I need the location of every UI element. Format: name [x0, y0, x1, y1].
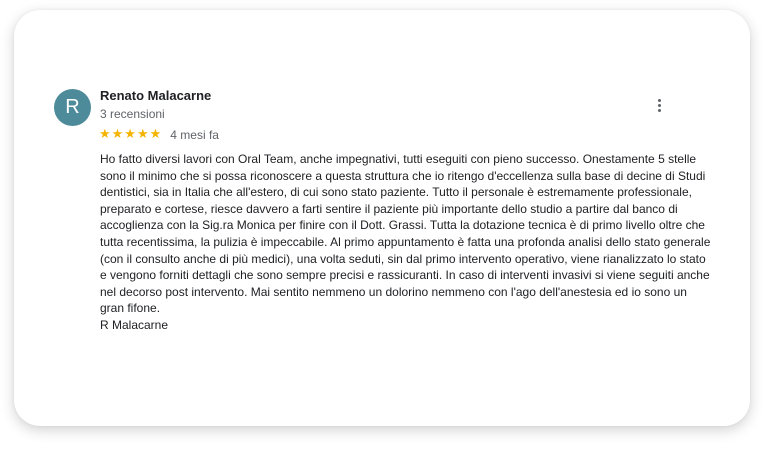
author-name[interactable]: Renato Malacarne [100, 88, 212, 103]
review-count[interactable]: 3 recensioni [100, 107, 165, 121]
rating-row [99, 127, 219, 142]
menu-dot [658, 99, 661, 102]
menu-dot [658, 109, 661, 112]
avatar[interactable]: R [54, 89, 91, 126]
menu-dot [658, 104, 661, 107]
review-card [14, 10, 750, 426]
review-text: Ho fatto diversi lavori con Oral Team, anche impegnativi, tutti eseguiti con pieno successo. Onestamente 5 stelle sono il minimo che si possa riconoscere a questa struttura che io ritengo d'eccellenza sulla base di decine di Studi dentistici, sia in Italia che all'estero, di cui sono stato paziente. Tutto il personale è estremamente professionale, preparato e cortese, riesce davvero a farti sentire il paziente più importante dello studio a partire dal banco di accoglienza con la Sig.ra Monica per finire con il Dott. Grassi. Tutta la dotazione tecnica è di primo livello oltre che tutta recentissima, la pulizia è impeccabile. Al primo appuntamento è fatta una profonda analisi dello stato generale (con il consulto anche di più medici), una volta seduti, sin dal primo intervento operativo, viene rianalizzato lo stato e vengono forniti dettagli che sono sempre precisi e rassicuranti. In caso di interventi invasivi si viene seguiti anche nel decorso post intervento. Mai sentito nemmeno un dolorino nemmeno con l'ago dell'anestesia ed io sono un gran fifone. R Malacarne [100, 152, 711, 332]
review-time: 4 mesi fa [170, 127, 219, 142]
more-vert-icon[interactable] [648, 94, 670, 116]
star-rating: ★★★★★ [99, 127, 163, 142]
